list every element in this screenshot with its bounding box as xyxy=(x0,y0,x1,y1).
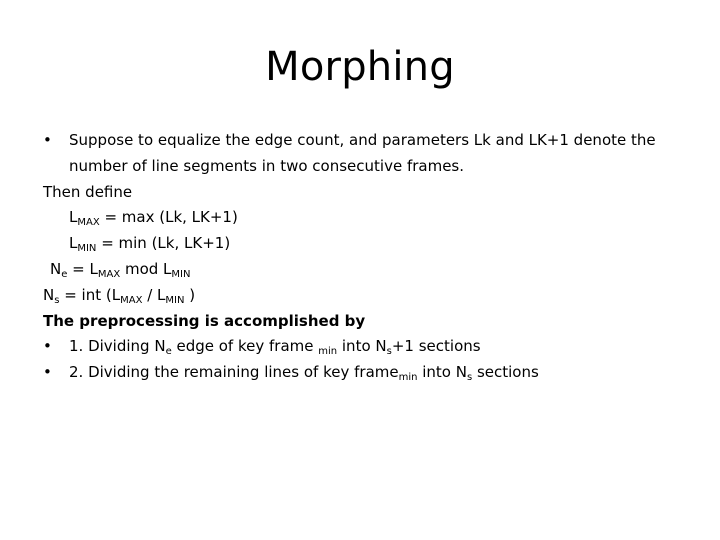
bullet-icon: • xyxy=(43,337,52,356)
preprocessing-heading: The preprocessing is accomplished by xyxy=(43,311,366,330)
step-1-bullet: • 1. Dividing $N_e$ edge of key frame $_{min}$ into $N_s+1$ sections xyxy=(43,334,683,360)
then-define-line: Then define xyxy=(43,182,133,201)
bullet-icon: • xyxy=(43,363,52,382)
step-2-bullet: • 2. Dividing the remaining lines of key frame$_{min}$ into $N_s$ sections xyxy=(43,360,683,386)
slide-body xyxy=(43,128,683,386)
lmax-definition: $L_{MAX} = \max (Lk$, LK+1) xyxy=(69,208,238,229)
slide-title: Morphing xyxy=(265,44,455,90)
intro-text: Suppose to equalize the edge count, and parameters Lk and LK+1 denote the number of line segments in two consecutive frames. xyxy=(69,131,656,175)
bullet-icon: • xyxy=(43,131,52,149)
lmin-definition: $L_{MIN} = \min (Lk$, LK+1) xyxy=(69,234,231,255)
ns-definition: $N_s$ = int ($L_{MAX} / L_{MIN}$ ) xyxy=(43,285,196,306)
ne-definition: $N_e = L_{MAX}$ mod $L_{MIN}$ xyxy=(50,259,191,280)
intro-bullet xyxy=(43,128,683,180)
